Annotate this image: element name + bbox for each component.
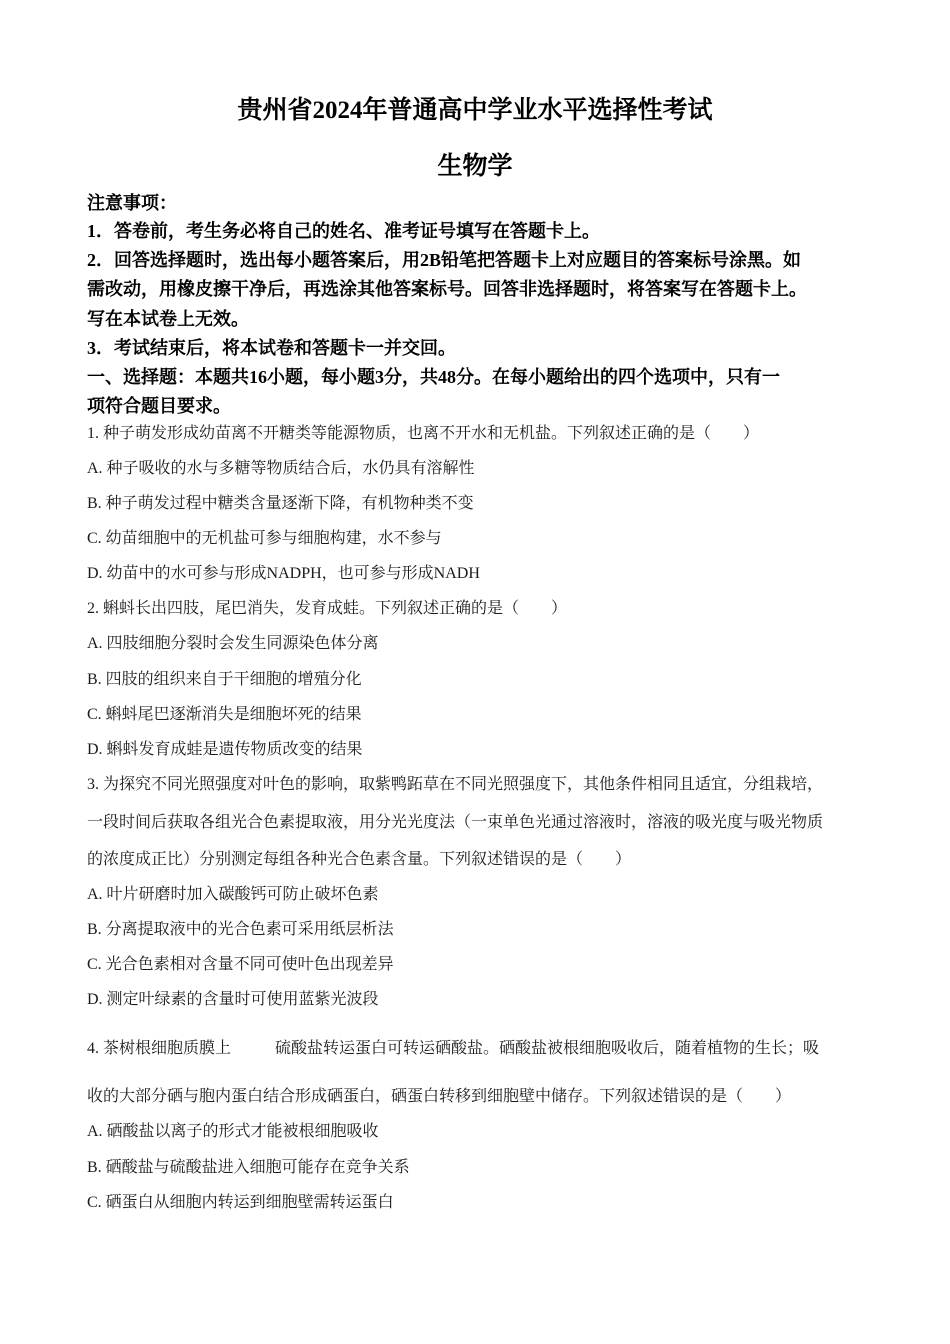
- question-4-option-c: C. 硒蛋白从细胞内转运到细胞壁需转运蛋白: [87, 1194, 394, 1211]
- question-3-stem-line2: 一段时间后获取各组光合色素提取液，用分光光度法（一束单色光通过溶液时，溶液的吸光度与吸光物质: [87, 814, 824, 831]
- question-4-stem-line2: 收的大部分硒与胞内蛋白结合形成硒蛋白，硒蛋白转移到细胞壁中储存。下列叙述错误的是（ ）: [87, 1088, 792, 1105]
- question-4-option-a: A. 硒酸盐以离子的形式才能被根细胞吸收: [87, 1123, 379, 1140]
- section-heading-line2: 项符合题目要求。: [87, 396, 231, 416]
- question-2-option-d: D. 蝌蚪发育成蛙是遗传物质改变的结果: [87, 741, 363, 758]
- question-3-option-a: A. 叶片研磨时加入碳酸钙可防止破坏色素: [87, 886, 379, 903]
- question-1-option-d: D. 幼苗中的水可参与形成NADPH，也可参与形成NADH: [87, 565, 480, 582]
- notice-item-3: 3．考试结束后，将本试卷和答题卡一并交回。: [87, 338, 456, 358]
- question-3-option-b: B. 分离提取液中的光合色素可采用纸层析法: [87, 921, 394, 938]
- question-1-option-b: B. 种子萌发过程中糖类含量逐渐下降，有机物种类不变: [87, 495, 474, 512]
- notice-item-1: 1．答卷前，考生务必将自己的姓名、准考证号填写在答题卡上。: [87, 221, 600, 241]
- notice-item-2-line3: 写在本试卷上无效。: [87, 309, 249, 329]
- question-2-option-b: B. 四肢的组织来自于干细胞的增殖分化: [87, 671, 362, 688]
- question-4-stem-line1: [87, 1039, 867, 1059]
- question-3-option-d: D. 测定叶绿素的含量时可使用蓝紫光波段: [87, 991, 379, 1008]
- question-3-stem-line3: 的浓度成正比）分别测定每组各种光合色素含量。下列叙述错误的是（ ）: [87, 851, 632, 868]
- question-1-option-c: C. 幼苗细胞中的无机盐可参与细胞构建，水不参与: [87, 530, 442, 547]
- question-3-option-c: C. 光合色素相对含量不同可使叶色出现差异: [87, 956, 394, 973]
- exam-title: 贵州省2024年普通高中学业水平选择性考试: [237, 97, 713, 124]
- question-3-stem-line1: 3. 为探究不同光照强度对叶色的影响，取紫鸭跖草在不同光照强度下，其他条件相同且适宜，分组栽培，: [87, 776, 824, 793]
- question-4-stem-part1: 4. 茶树根细胞质膜上: [87, 1040, 232, 1057]
- notice-item-2-line2: 需改动，用橡皮擦干净后，再选涂其他答案标号。回答非选择题时，将答案写在答题卡上。: [87, 279, 807, 299]
- question-1-stem: 1. 种子萌发形成幼苗离不开糖类等能源物质，也离不开水和无机盐。下列叙述正确的是（ ）: [87, 425, 760, 442]
- question-1-option-a: A. 种子吸收的水与多糖等物质结合后，水仍具有溶解性: [87, 460, 475, 477]
- subject-title: 生物学: [437, 153, 513, 180]
- notice-item-2-line1: 2．回答选择题时，选出每小题答案后，用2B铅笔把答题卡上对应题目的答案标号涂黑。如: [87, 250, 802, 270]
- question-2-stem: 2. 蝌蚪长出四肢，尾巴消失，发育成蛙。下列叙述正确的是（ ）: [87, 600, 568, 617]
- section-heading-line1: 一、选择题：本题共16小题，每小题3分，共48分。在每小题给出的四个选项中，只有一: [87, 367, 780, 387]
- question-2-option-c: C. 蝌蚪尾巴逐渐消失是细胞坏死的结果: [87, 706, 362, 723]
- question-2-option-a: A. 四肢细胞分裂时会发生同源染色体分离: [87, 635, 379, 652]
- notice-heading: 注意事项：: [87, 193, 177, 213]
- question-4-stem-part2: 硫酸盐转运蛋白可转运硒酸盐。硒酸盐被根细胞吸收后，随着植物的生长；吸: [275, 1040, 820, 1057]
- question-4-option-b: B. 硒酸盐与硫酸盐进入细胞可能存在竞争关系: [87, 1159, 410, 1176]
